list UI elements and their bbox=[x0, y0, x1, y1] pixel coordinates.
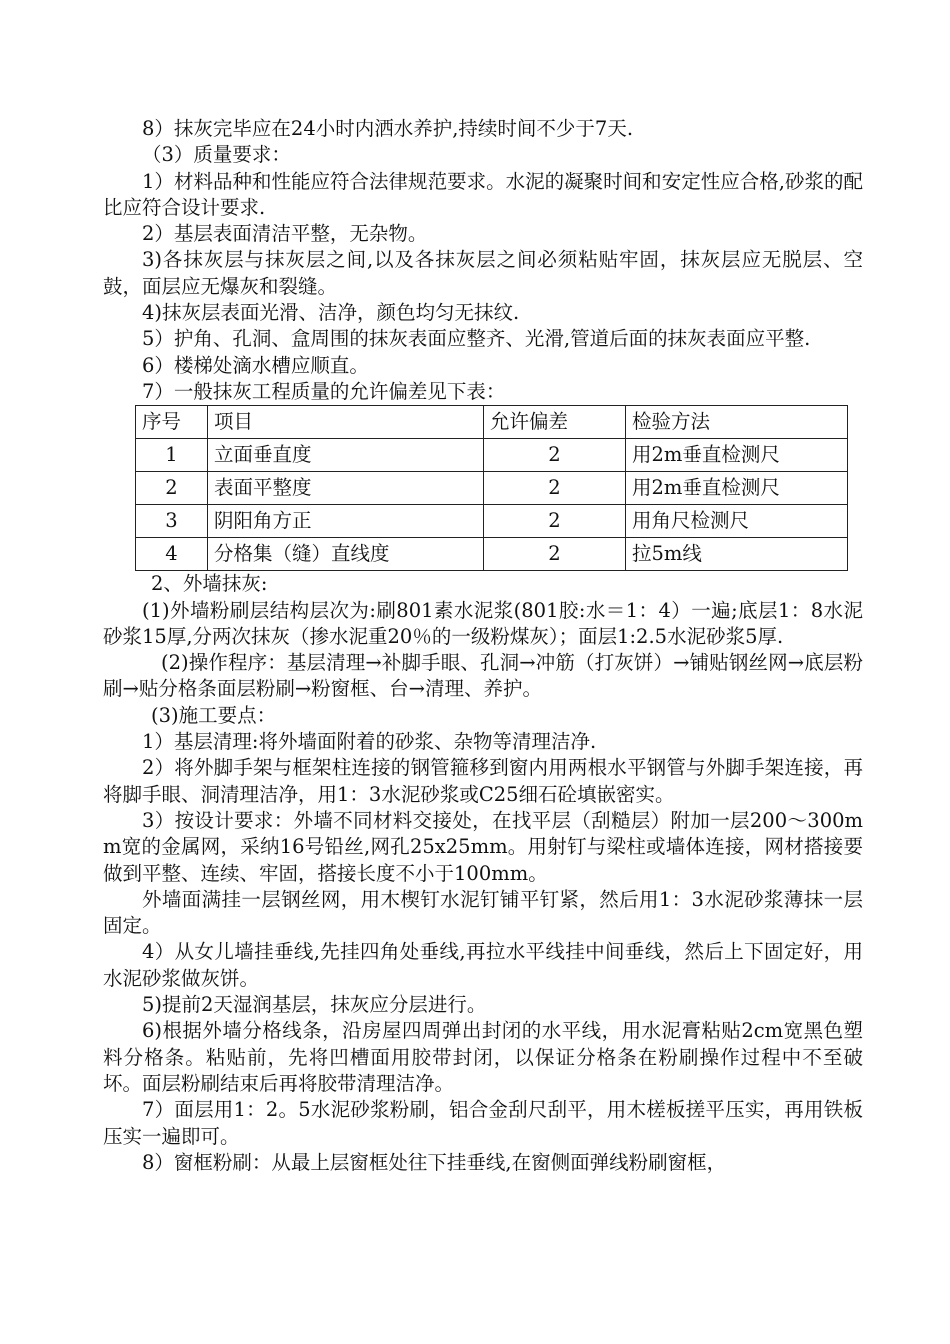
paragraph: 7）一般抹灰工程质量的允许偏差见下表： bbox=[142, 379, 506, 403]
table-cell-item: 阴阳角方正 bbox=[208, 505, 484, 538]
paragraph: 4)抹灰层表面光滑、洁净，颜色均匀无抹纹. bbox=[142, 301, 520, 325]
table-cell-item: 立面垂直度 bbox=[208, 439, 484, 472]
table-cell-tolerance: 2 bbox=[484, 439, 626, 472]
paragraphs-bottom bbox=[103, 571, 863, 1176]
paragraph: 8）窗框粉刷：从最上层窗框处往下挂垂线,在窗侧面弹线粉刷窗框， bbox=[142, 1150, 727, 1174]
table-header-row bbox=[136, 406, 848, 439]
table-cell-method: 用2m垂直检测尺 bbox=[626, 439, 848, 472]
quality-deviation-table bbox=[135, 405, 848, 571]
table-cell-tolerance: 2 bbox=[484, 505, 626, 538]
paragraph: 4）从女儿墙挂垂线,先挂四角处垂线,再拉水平线挂中间垂线，然后上下固定好，用水泥砂浆做灰饼。 bbox=[103, 940, 863, 990]
paragraph: 7）面层用1：2。5水泥砂浆粉刷，铝合金刮尺刮平，用木槎板搓平压实，再用铁板压实一遍即可。 bbox=[103, 1098, 863, 1148]
table-row bbox=[136, 439, 848, 472]
table-header-cell: 允许偏差 bbox=[484, 406, 626, 439]
paragraph: 6）楼梯处滴水槽应顺直。 bbox=[142, 353, 369, 377]
table-cell-tolerance: 2 bbox=[484, 472, 626, 505]
table-header-cell: 序号 bbox=[136, 406, 208, 439]
table-header-cell: 项目 bbox=[208, 406, 484, 439]
paragraphs-top bbox=[103, 116, 863, 405]
table-row bbox=[136, 472, 848, 505]
paragraph: 5）护角、孔洞、盒周围的抹灰表面应整齐、光滑,管道后面的抹灰表面应平整. bbox=[142, 327, 811, 351]
table-cell-tolerance: 2 bbox=[484, 538, 626, 571]
paragraph: 外墙面满挂一层钢丝网，用木楔钉水泥钉铺平钉紧，然后用1：3水泥砂浆薄抹一层固定。 bbox=[103, 887, 863, 938]
table-cell-item: 分格集（缝）直线度 bbox=[208, 538, 484, 571]
paragraph: 2）基层表面清洁平整，无杂物。 bbox=[142, 222, 428, 246]
paragraph: 2、外墙抹灰: bbox=[151, 572, 268, 596]
table-cell-index: 1 bbox=[136, 439, 208, 472]
paragraph: 1）基层清理:将外墙面附着的砂浆、杂物等清理洁净. bbox=[142, 730, 597, 754]
table-header-cell: 检验方法 bbox=[626, 406, 848, 439]
paragraph: 5)提前2天湿润基层，抹灰应分层进行。 bbox=[142, 993, 487, 1017]
table-row bbox=[136, 505, 848, 538]
table-cell-index: 2 bbox=[136, 472, 208, 505]
paragraph: (1)外墙粉刷层结构层次为:刷801素水泥浆(801胶:水＝1：4）一遍;底层1：8水泥砂浆15厚,分两次抹灰（掺水泥重20％的一级粉煤灰）；面层1:2.5水泥砂浆5厚. bbox=[103, 598, 863, 648]
table-cell-method: 用2m垂直检测尺 bbox=[626, 472, 848, 505]
table-cell-index: 3 bbox=[136, 505, 208, 538]
paragraph: 3）按设计要求：外墙不同材料交接处，在找平层（刮糙层）附加一层200～300mm宽的金属网，采纳16号铅丝,网孔25x25mm。用射钉与梁柱或墙体连接，网材搭接要做到平整、连续、牢固，搭接长度不小于100mm。 bbox=[103, 808, 863, 885]
paragraph: 6)根据外墙分格线条，沿房屋四周弹出封闭的水平线，用水泥膏粘贴2cm宽黑色塑料分格条。粘贴前，先将凹槽面用胶带封闭，以保证分格条在粉刷操作过程中不至破坏。面层粉刷结束后再将胶带清理洁净。 bbox=[103, 1019, 863, 1095]
paragraph: 3)各抹灰层与抹灰层之间,以及各抹灰层之间必须粘贴牢固，抹灰层应无脱层、空鼓，面层应无爆灰和裂缝。 bbox=[103, 248, 863, 298]
table-cell-method: 拉5m线 bbox=[626, 538, 848, 571]
table-cell-index: 4 bbox=[136, 538, 208, 571]
paragraph: 1）材料品种和性能应符合法律规范要求。水泥的凝聚时间和安定性应合格,砂浆的配比应符合设计要求. bbox=[103, 169, 863, 219]
document-page bbox=[103, 116, 863, 1176]
paragraph: （3）质量要求： bbox=[142, 143, 291, 167]
table-cell-item: 表面平整度 bbox=[208, 472, 484, 505]
paragraph: (3)施工要点： bbox=[151, 703, 277, 727]
table-row bbox=[136, 538, 848, 571]
paragraph: 8）抹灰完毕应在24小时内洒水养护,持续时间不少于7天. bbox=[142, 117, 634, 140]
table-cell-method: 用角尺检测尺 bbox=[626, 505, 848, 538]
paragraph: (2)操作程序：基层清理→补脚手眼、孔洞→冲筋（打灰饼）→铺贴钢丝网→底层粉刷→贴分格条面层粉刷→粉窗框、台→清理、养护。 bbox=[103, 651, 863, 701]
paragraph: 2）将外脚手架与框架柱连接的钢管箍移到窗内用两根水平钢管与外脚手架连接，再将脚手眼、洞清理洁净，用1：3水泥砂浆或C25细石砼填嵌密实。 bbox=[103, 756, 863, 806]
